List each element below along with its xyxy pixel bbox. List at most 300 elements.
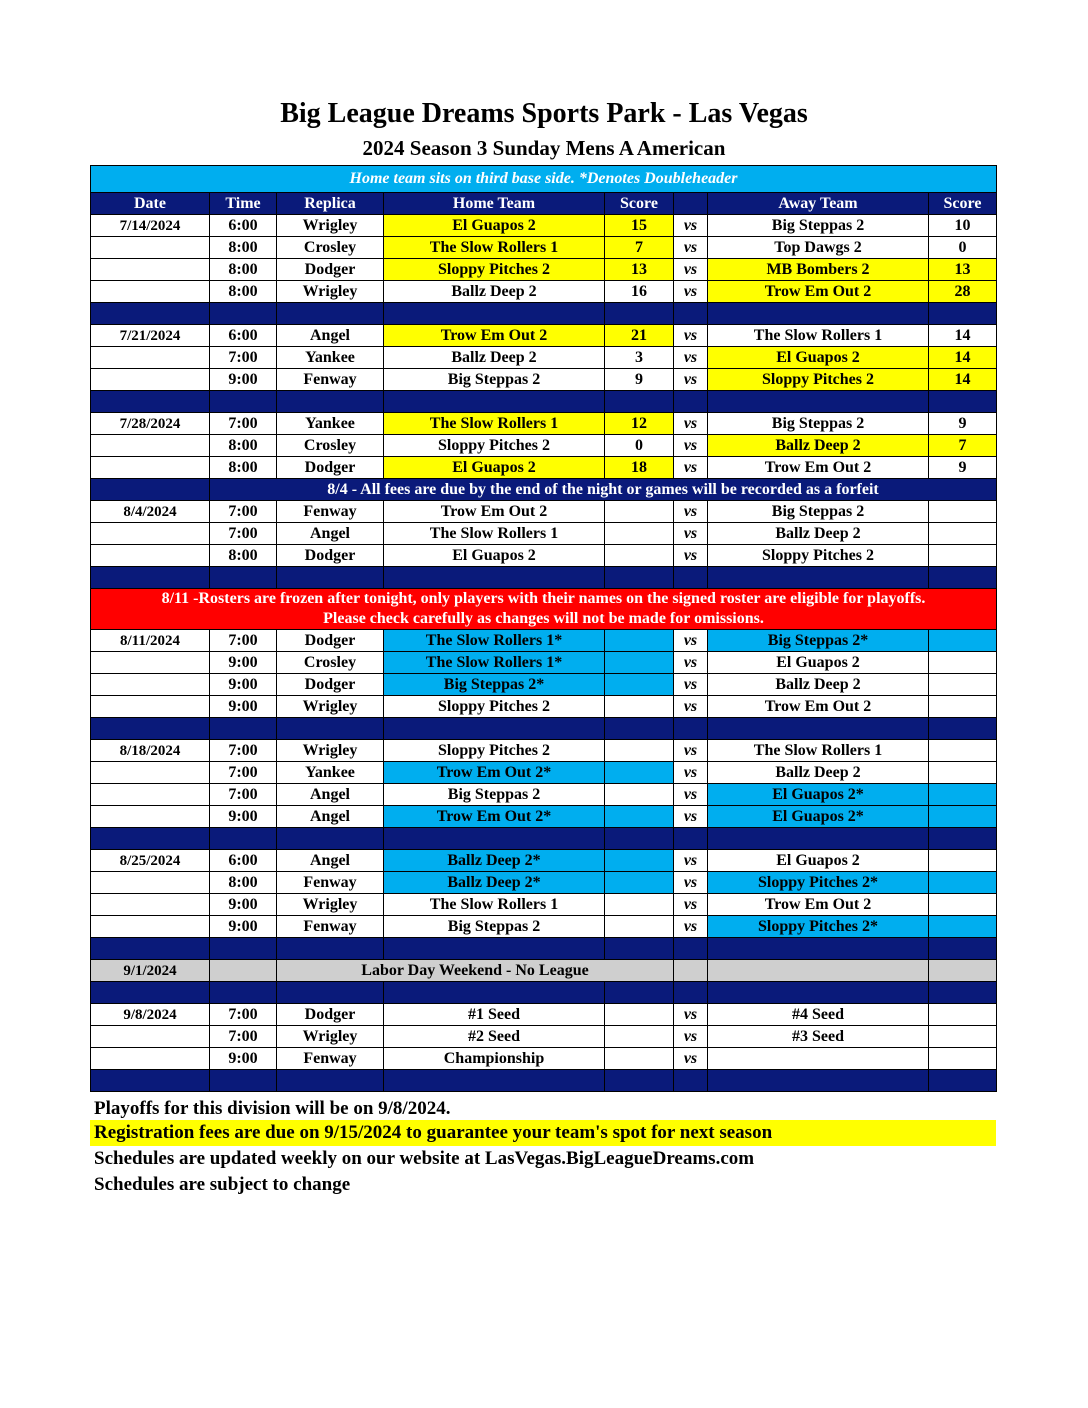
away-score-cell: 0 (929, 237, 997, 259)
away-score-cell (929, 762, 997, 784)
replica-field-cell: Dodger (277, 1004, 384, 1026)
date-cell: 9/8/2024 (91, 1004, 210, 1026)
home-score-cell (605, 1004, 674, 1026)
vs-cell: vs (674, 523, 708, 545)
home-score-cell (605, 784, 674, 806)
col-home-score: Score (605, 193, 674, 215)
vs-cell: vs (674, 1004, 708, 1026)
date-cell: 8/18/2024 (91, 740, 210, 762)
separator-cell (384, 938, 605, 960)
home-team-cell: Trow Em Out 2* (384, 762, 605, 784)
replica-field-cell: Wrigley (277, 215, 384, 237)
separator-cell (929, 718, 997, 740)
away-team-cell: Big Steppas 2* (708, 630, 929, 652)
separator-row (91, 828, 997, 850)
away-score-cell (929, 696, 997, 718)
game-row (91, 457, 997, 479)
separator-cell (277, 567, 384, 589)
away-score-cell (929, 850, 997, 872)
separator-cell (210, 718, 277, 740)
separator-cell (277, 982, 384, 1004)
game-row (91, 369, 997, 391)
away-score-cell (929, 630, 997, 652)
home-score-cell (605, 1048, 674, 1070)
separator-cell (210, 982, 277, 1004)
home-score-cell (605, 916, 674, 938)
separator-cell (929, 828, 997, 850)
home-score-cell (605, 850, 674, 872)
home-team-cell: Trow Em Out 2 (384, 501, 605, 523)
banner-spacer (91, 479, 210, 501)
separator-cell (929, 982, 997, 1004)
home-team-cell: The Slow Rollers 1 (384, 413, 605, 435)
date-cell (91, 1026, 210, 1048)
time-cell: 9:00 (210, 894, 277, 916)
vs-cell: vs (674, 435, 708, 457)
home-team-cell: El Guapos 2 (384, 457, 605, 479)
away-score-cell: 14 (929, 369, 997, 391)
home-team-cell: The Slow Rollers 1* (384, 652, 605, 674)
fee-notice-text: 8/4 - All fees are due by the end of the night or games will be recorded as a forfeit (210, 479, 997, 501)
time-cell: 7:00 (210, 347, 277, 369)
time-cell: 7:00 (210, 762, 277, 784)
home-score-cell (605, 674, 674, 696)
home-score-cell: 18 (605, 457, 674, 479)
replica-field-cell: Yankee (277, 347, 384, 369)
time-cell: 7:00 (210, 784, 277, 806)
home-score-cell (605, 762, 674, 784)
col-home-team: Home Team (384, 193, 605, 215)
game-row (91, 872, 997, 894)
date-cell (91, 762, 210, 784)
home-team-cell: The Slow Rollers 1* (384, 630, 605, 652)
separator-cell (708, 828, 929, 850)
away-team-cell: Big Steppas 2 (708, 215, 929, 237)
home-team-cell: Sloppy Pitches 2 (384, 740, 605, 762)
date-cell (91, 1048, 210, 1070)
vs-cell: vs (674, 762, 708, 784)
vs-cell: vs (674, 237, 708, 259)
vs-cell: vs (674, 259, 708, 281)
away-score-cell (929, 1048, 997, 1070)
game-row (91, 630, 997, 652)
away-team-cell: Top Dawgs 2 (708, 237, 929, 259)
game-row (91, 281, 997, 303)
time-cell: 8:00 (210, 259, 277, 281)
replica-field-cell: Angel (277, 523, 384, 545)
time-cell: 7:00 (210, 501, 277, 523)
date-cell (91, 545, 210, 567)
separator-cell (929, 391, 997, 413)
home-team-cell: Sloppy Pitches 2 (384, 435, 605, 457)
replica-field-cell: Dodger (277, 630, 384, 652)
replica-field-cell: Fenway (277, 1048, 384, 1070)
separator-cell (91, 982, 210, 1004)
home-score-cell (605, 545, 674, 567)
time-cell: 7:00 (210, 630, 277, 652)
game-row (91, 784, 997, 806)
vs-cell: vs (674, 630, 708, 652)
away-score-cell: 9 (929, 413, 997, 435)
col-time: Time (210, 193, 277, 215)
vs-cell: vs (674, 894, 708, 916)
home-team-cell: Big Steppas 2 (384, 369, 605, 391)
time-cell: 8:00 (210, 435, 277, 457)
time-cell: 9:00 (210, 696, 277, 718)
vs-cell: vs (674, 806, 708, 828)
game-row (91, 1048, 997, 1070)
home-score-cell: 12 (605, 413, 674, 435)
away-score-cell: 14 (929, 325, 997, 347)
home-team-cell: The Slow Rollers 1 (384, 237, 605, 259)
time-cell: 7:00 (210, 523, 277, 545)
vs-cell: vs (674, 696, 708, 718)
game-row (91, 237, 997, 259)
separator-cell (605, 391, 674, 413)
vs-cell: vs (674, 652, 708, 674)
vs-cell: vs (674, 850, 708, 872)
away-team-cell: Ballz Deep 2 (708, 674, 929, 696)
date-cell (91, 806, 210, 828)
vs-cell: vs (674, 784, 708, 806)
separator-cell (210, 938, 277, 960)
replica-field-cell: Fenway (277, 872, 384, 894)
game-row (91, 347, 997, 369)
replica-field-cell: Dodger (277, 545, 384, 567)
replica-field-cell: Crosley (277, 652, 384, 674)
separator-cell (384, 828, 605, 850)
away-team-cell: Sloppy Pitches 2 (708, 369, 929, 391)
time-cell: 9:00 (210, 1048, 277, 1070)
date-cell: 8/11/2024 (91, 630, 210, 652)
replica-field-cell: Angel (277, 784, 384, 806)
away-score-cell (929, 523, 997, 545)
replica-field-cell: Dodger (277, 674, 384, 696)
separator-row (91, 982, 997, 1004)
separator-cell (277, 391, 384, 413)
vs-cell: vs (674, 674, 708, 696)
replica-field-cell: Dodger (277, 259, 384, 281)
time-cell: 9:00 (210, 916, 277, 938)
away-score-cell: 13 (929, 259, 997, 281)
home-team-cell: Ballz Deep 2* (384, 850, 605, 872)
home-score-cell: 13 (605, 259, 674, 281)
replica-field-cell: Yankee (277, 762, 384, 784)
separator-row (91, 938, 997, 960)
holiday-text: Labor Day Weekend - No League (277, 960, 674, 982)
home-team-cell: Championship (384, 1048, 605, 1070)
separator-cell (929, 1070, 997, 1092)
date-cell: 8/4/2024 (91, 501, 210, 523)
date-cell: 8/25/2024 (91, 850, 210, 872)
vs-cell: vs (674, 369, 708, 391)
replica-field-cell: Fenway (277, 916, 384, 938)
game-row (91, 916, 997, 938)
replica-field-cell: Crosley (277, 237, 384, 259)
time-cell: 9:00 (210, 652, 277, 674)
vs-cell: vs (674, 1026, 708, 1048)
separator-cell (210, 567, 277, 589)
separator-cell (384, 718, 605, 740)
separator-cell (708, 303, 929, 325)
empty-cell (708, 960, 929, 982)
away-score-cell: 28 (929, 281, 997, 303)
time-cell: 8:00 (210, 545, 277, 567)
date-cell (91, 894, 210, 916)
date-cell (91, 435, 210, 457)
separator-cell (91, 1070, 210, 1092)
separator-cell (210, 391, 277, 413)
time-cell: 9:00 (210, 806, 277, 828)
replica-field-cell: Wrigley (277, 1026, 384, 1048)
empty-cell (210, 960, 277, 982)
col-date: Date (91, 193, 210, 215)
footer-disclaimer: Schedules are subject to change (94, 1174, 351, 1195)
game-row (91, 1004, 997, 1026)
vs-cell: vs (674, 347, 708, 369)
separator-cell (674, 567, 708, 589)
away-team-cell: Sloppy Pitches 2 (708, 545, 929, 567)
date-cell (91, 872, 210, 894)
home-team-cell: Big Steppas 2 (384, 916, 605, 938)
time-cell: 9:00 (210, 674, 277, 696)
separator-row (91, 391, 997, 413)
game-row (91, 696, 997, 718)
col-replica: Replica (277, 193, 384, 215)
replica-field-cell: Wrigley (277, 281, 384, 303)
replica-field-cell: Wrigley (277, 696, 384, 718)
footer-playoffs: Playoffs for this division will be on 9/8/2024. (94, 1098, 451, 1119)
home-score-cell (605, 523, 674, 545)
replica-field-cell: Fenway (277, 501, 384, 523)
game-row (91, 762, 997, 784)
col-away-team: Away Team (708, 193, 929, 215)
separator-cell (929, 567, 997, 589)
separator-cell (277, 303, 384, 325)
empty-cell (929, 960, 997, 982)
home-team-cell: Ballz Deep 2 (384, 347, 605, 369)
game-row (91, 1026, 997, 1048)
replica-field-cell: Wrigley (277, 740, 384, 762)
replica-field-cell: Angel (277, 325, 384, 347)
separator-cell (384, 982, 605, 1004)
home-score-cell (605, 630, 674, 652)
vs-cell: vs (674, 457, 708, 479)
note-row (91, 166, 997, 193)
home-score-cell (605, 501, 674, 523)
home-score-cell: 21 (605, 325, 674, 347)
separator-cell (708, 567, 929, 589)
time-cell: 6:00 (210, 850, 277, 872)
date-cell (91, 674, 210, 696)
away-team-cell: The Slow Rollers 1 (708, 325, 929, 347)
time-cell: 8:00 (210, 281, 277, 303)
separator-cell (384, 1070, 605, 1092)
game-row (91, 215, 997, 237)
away-team-cell: Trow Em Out 2 (708, 894, 929, 916)
roster-alert-row (91, 589, 997, 630)
time-cell: 7:00 (210, 1004, 277, 1026)
vs-cell: vs (674, 740, 708, 762)
time-cell: 6:00 (210, 325, 277, 347)
separator-cell (605, 982, 674, 1004)
separator-cell (210, 303, 277, 325)
home-team-cell: Sloppy Pitches 2 (384, 696, 605, 718)
date-cell (91, 237, 210, 259)
vs-cell: vs (674, 545, 708, 567)
home-score-cell (605, 806, 674, 828)
home-team-cell: The Slow Rollers 1 (384, 894, 605, 916)
date-cell (91, 652, 210, 674)
home-team-cell: El Guapos 2 (384, 545, 605, 567)
separator-cell (674, 828, 708, 850)
vs-cell: vs (674, 872, 708, 894)
page-title: Big League Dreams Sports Park - Las Vegas (280, 98, 808, 129)
home-score-cell (605, 872, 674, 894)
separator-row (91, 718, 997, 740)
home-team-cell: The Slow Rollers 1 (384, 523, 605, 545)
home-team-cell: Sloppy Pitches 2 (384, 259, 605, 281)
date-cell: 7/21/2024 (91, 325, 210, 347)
away-team-cell: Sloppy Pitches 2* (708, 872, 929, 894)
replica-field-cell: Wrigley (277, 894, 384, 916)
time-cell: 8:00 (210, 457, 277, 479)
vs-cell: vs (674, 916, 708, 938)
away-team-cell: Ballz Deep 2 (708, 435, 929, 457)
home-score-cell (605, 1026, 674, 1048)
away-team-cell: Sloppy Pitches 2* (708, 916, 929, 938)
date-cell (91, 347, 210, 369)
away-score-cell (929, 652, 997, 674)
separator-cell (674, 982, 708, 1004)
separator-row (91, 1070, 997, 1092)
home-team-cell: Ballz Deep 2* (384, 872, 605, 894)
home-team-cell: Ballz Deep 2 (384, 281, 605, 303)
vs-cell: vs (674, 325, 708, 347)
separator-cell (929, 938, 997, 960)
roster-alert-cell (91, 589, 997, 630)
home-score-cell: 7 (605, 237, 674, 259)
col-away-score: Score (929, 193, 997, 215)
away-team-cell: Ballz Deep 2 (708, 523, 929, 545)
footer-registration: Registration fees are due on 9/15/2024 to guarantee your team's spot for next season (90, 1120, 996, 1146)
away-team-cell: El Guapos 2* (708, 806, 929, 828)
home-score-cell (605, 894, 674, 916)
game-row (91, 740, 997, 762)
game-row (91, 259, 997, 281)
home-score-cell (605, 696, 674, 718)
away-team-cell: Ballz Deep 2 (708, 762, 929, 784)
separator-cell (674, 391, 708, 413)
replica-field-cell: Angel (277, 850, 384, 872)
footer-website: Schedules are updated weekly on our website at LasVegas.BigLeagueDreams.com (94, 1148, 755, 1169)
separator-cell (674, 1070, 708, 1092)
separator-cell (91, 567, 210, 589)
away-team-cell: MB Bombers 2 (708, 259, 929, 281)
game-row (91, 523, 997, 545)
time-cell: 7:00 (210, 1026, 277, 1048)
home-score-cell: 16 (605, 281, 674, 303)
away-score-cell (929, 872, 997, 894)
replica-field-cell: Crosley (277, 435, 384, 457)
separator-row (91, 303, 997, 325)
game-row (91, 413, 997, 435)
vs-cell: vs (674, 501, 708, 523)
away-team-cell: Big Steppas 2 (708, 413, 929, 435)
separator-cell (384, 567, 605, 589)
separator-cell (384, 391, 605, 413)
vs-cell: vs (674, 215, 708, 237)
separator-cell (91, 303, 210, 325)
time-cell: 8:00 (210, 237, 277, 259)
fee-notice-row (91, 479, 997, 501)
away-score-cell (929, 674, 997, 696)
date-cell (91, 523, 210, 545)
roster-alert-line1: 8/11 -Rosters are frozen after tonight, only players with their names on the signed roster are eligible for playoffs. (161, 590, 926, 607)
separator-cell (605, 938, 674, 960)
away-score-cell: 14 (929, 347, 997, 369)
home-score-cell (605, 740, 674, 762)
separator-cell (708, 1070, 929, 1092)
away-team-cell: The Slow Rollers 1 (708, 740, 929, 762)
home-team-cell: Big Steppas 2* (384, 674, 605, 696)
date-cell (91, 259, 210, 281)
away-score-cell (929, 501, 997, 523)
away-score-cell (929, 740, 997, 762)
away-score-cell (929, 916, 997, 938)
away-score-cell: 10 (929, 215, 997, 237)
date-cell: 7/14/2024 (91, 215, 210, 237)
away-team-cell: #4 Seed (708, 1004, 929, 1026)
home-team-cell: #2 Seed (384, 1026, 605, 1048)
separator-cell (277, 718, 384, 740)
separator-cell (91, 828, 210, 850)
away-score-cell (929, 806, 997, 828)
replica-field-cell: Angel (277, 806, 384, 828)
time-cell: 7:00 (210, 740, 277, 762)
away-team-cell (708, 1048, 929, 1070)
replica-field-cell: Dodger (277, 457, 384, 479)
date-cell (91, 281, 210, 303)
vs-cell: vs (674, 281, 708, 303)
date-cell: 7/28/2024 (91, 413, 210, 435)
date-cell (91, 696, 210, 718)
separator-cell (91, 391, 210, 413)
game-row (91, 674, 997, 696)
home-score-cell: 9 (605, 369, 674, 391)
time-cell: 9:00 (210, 369, 277, 391)
home-team-cell: #1 Seed (384, 1004, 605, 1026)
home-team-cell: El Guapos 2 (384, 215, 605, 237)
away-team-cell: El Guapos 2 (708, 850, 929, 872)
separator-cell (210, 1070, 277, 1092)
away-score-cell: 7 (929, 435, 997, 457)
vs-cell: vs (674, 1048, 708, 1070)
home-team-cell: Trow Em Out 2 (384, 325, 605, 347)
note-text: Home team sits on third base side. *Denotes Doubleheader (91, 166, 997, 193)
replica-field-cell: Yankee (277, 413, 384, 435)
game-row (91, 325, 997, 347)
game-row (91, 545, 997, 567)
game-row (91, 894, 997, 916)
away-team-cell: Trow Em Out 2 (708, 281, 929, 303)
time-cell: 6:00 (210, 215, 277, 237)
separator-cell (277, 1070, 384, 1092)
roster-alert-line2: Please check carefully as changes will not be made for omissions. (323, 610, 764, 627)
date-cell: 9/1/2024 (91, 960, 210, 982)
separator-cell (605, 567, 674, 589)
date-cell (91, 784, 210, 806)
